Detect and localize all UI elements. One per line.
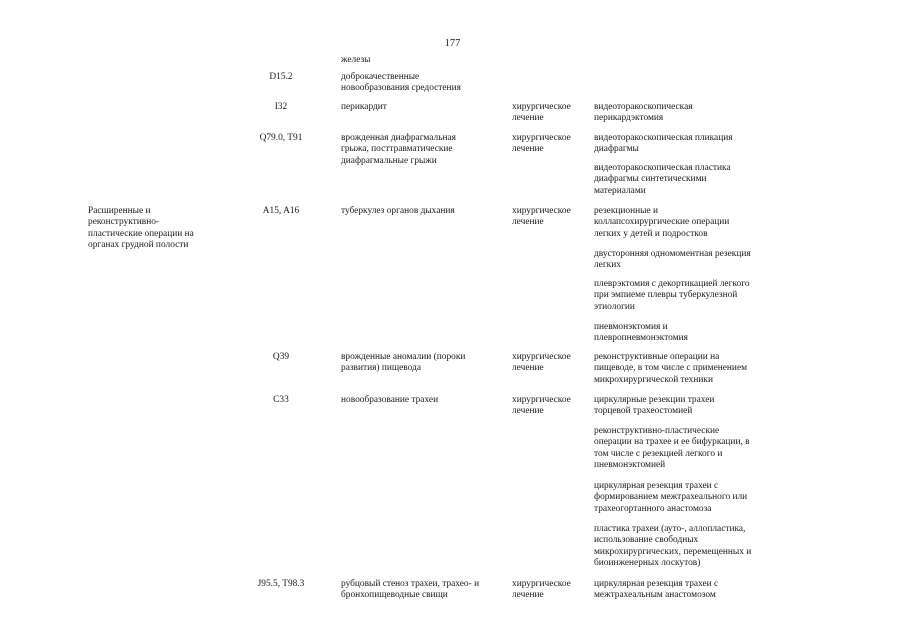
text-line: реконструктивно- <box>88 217 160 228</box>
text-line: хирургическое <box>512 352 571 362</box>
disease-name-continuation <box>341 55 370 66</box>
text-line: I32 <box>274 102 288 112</box>
treatment-type <box>512 102 571 125</box>
page-number: 177 <box>444 38 461 49</box>
text-line: видеоторакоскопическая <box>594 102 693 112</box>
text-line: диафрагмы <box>594 144 639 155</box>
treatment-method <box>594 426 750 471</box>
text-line: операции на трахее и ее бифуркации, в <box>594 437 750 448</box>
text-line: микрохирургических, перемещенных и <box>594 546 752 557</box>
text-line: пластика трахеи (ауто-, аллопластика, <box>594 524 746 534</box>
text-line: доброкачественные <box>341 72 420 82</box>
treatment-method <box>594 102 693 125</box>
treatment-method <box>594 322 688 345</box>
text-line: том числе с резекцией легкого и <box>594 448 723 459</box>
text-line: железы <box>341 55 371 65</box>
text-line: новообразование трахеи <box>341 395 439 405</box>
disease-name <box>341 72 461 95</box>
icd-codes <box>248 72 314 83</box>
icd-codes <box>248 133 314 144</box>
disease-name <box>341 133 456 167</box>
text-line: лечение <box>512 406 544 417</box>
text-line: грыжа, посттравматические <box>341 144 453 155</box>
text-line: легких у детей и подростков <box>594 228 708 239</box>
treatment-type <box>512 206 571 229</box>
text-line: циркулярная резекция трахеи с <box>594 481 719 491</box>
treatment-method <box>594 249 751 272</box>
disease-name <box>341 579 479 602</box>
text-line: формированием межтрахеального или <box>594 492 748 503</box>
text-line: хирургическое <box>512 579 571 589</box>
operation-group <box>88 206 194 251</box>
treatment-method <box>594 206 729 240</box>
icd-codes <box>248 102 314 113</box>
text-line: врожденная диафрагмальная <box>341 133 456 143</box>
text-line: плеврэктомия с декортикацией легкого <box>594 279 750 289</box>
text-line: лечение <box>512 144 544 155</box>
text-line: микрохирургической техники <box>594 374 713 385</box>
text-line: органах грудной полости <box>88 239 189 250</box>
text-line: Расширенные и <box>88 206 151 216</box>
text-line: этиологии <box>594 301 635 312</box>
disease-name <box>341 206 455 217</box>
text-line: трахеогортанного анастомоза <box>594 503 712 514</box>
treatment-method <box>594 481 747 515</box>
text-line: двусторонняя одномоментная резекция <box>594 249 751 259</box>
text-line: хирургическое <box>512 102 571 112</box>
treatment-type <box>512 352 571 375</box>
text-line: плевропневмонэктомия <box>594 333 688 344</box>
text-line: хирургическое <box>512 206 571 216</box>
treatment-type <box>512 395 571 418</box>
text-line: туберкулез органов дыхания <box>341 206 455 216</box>
text-line: пищеводе, в том числе с применением <box>594 363 748 374</box>
text-line: бронхопищеводные свищи <box>341 590 448 601</box>
text-line: C33 <box>273 395 289 405</box>
text-line: торцевой трахеостомией <box>594 406 693 417</box>
text-line: реконструктивные операции на <box>594 352 720 362</box>
text-line: диафрагмы синтетическими <box>594 174 707 185</box>
disease-name <box>341 352 465 375</box>
text-line: A15, A16 <box>262 206 300 216</box>
text-line: видеоторакоскопическая пластика <box>594 163 731 173</box>
text-line: межтрахеальным анастомозом <box>594 590 716 601</box>
treatment-method <box>594 352 747 386</box>
text-line: диафрагмальные грыжи <box>341 155 437 166</box>
text-line: лечение <box>512 217 544 228</box>
text-line: циркулярные резекции трахеи <box>594 395 715 405</box>
text-line: развития) пищевода <box>341 363 422 374</box>
text-line: D15.2 <box>269 72 293 82</box>
text-line: реконструктивно-пластические <box>594 426 720 436</box>
text-line: использование свободных <box>594 535 699 546</box>
text-line: биоинженерных лоскутов) <box>594 557 701 568</box>
text-line: перикардэктомия <box>594 113 664 124</box>
treatment-method <box>594 579 718 602</box>
text-line: пластические операции на <box>88 228 194 239</box>
treatment-method <box>594 133 733 156</box>
treatment-method <box>594 395 714 418</box>
text-line: хирургическое <box>512 395 571 405</box>
text-line: новообразования средостения <box>341 83 461 94</box>
icd-codes <box>248 579 314 590</box>
icd-codes <box>248 352 314 363</box>
treatment-method <box>594 524 751 569</box>
text-line: лечение <box>512 590 544 601</box>
text-line: пневмонэктомия и <box>594 322 668 332</box>
text-line: Q79.0, T91 <box>259 133 303 143</box>
text-line: перикардит <box>341 102 387 112</box>
text-line: резекционные и <box>594 206 658 216</box>
treatment-type <box>512 579 571 602</box>
text-line: рубцовый стеноз трахеи, трахео- и <box>341 579 480 589</box>
text-line: легких <box>594 260 621 271</box>
treatment-method <box>594 163 731 197</box>
text-line: коллапсохирургические операции <box>594 217 730 228</box>
treatment-type <box>512 133 571 156</box>
text-line: материалами <box>594 185 646 196</box>
text-line: хирургическое <box>512 133 571 143</box>
treatment-method <box>594 279 750 313</box>
icd-codes <box>248 206 314 217</box>
text-line: J95.5, T98.3 <box>257 579 305 589</box>
text-line: лечение <box>512 363 544 374</box>
text-line: при эмпиеме плевры туберкулезной <box>594 290 738 301</box>
text-line: видеоторакоскопическая пликация <box>594 133 733 143</box>
disease-name <box>341 102 387 113</box>
text-line: врожденные аномалии (пороки <box>341 352 466 362</box>
text-line: пневмонэктомией <box>594 459 666 470</box>
disease-name <box>341 395 438 406</box>
text-line: циркулярная резекция трахеи с <box>594 579 719 589</box>
text-line: лечение <box>512 113 544 124</box>
text-line: Q39 <box>272 352 290 362</box>
icd-codes <box>248 395 314 406</box>
